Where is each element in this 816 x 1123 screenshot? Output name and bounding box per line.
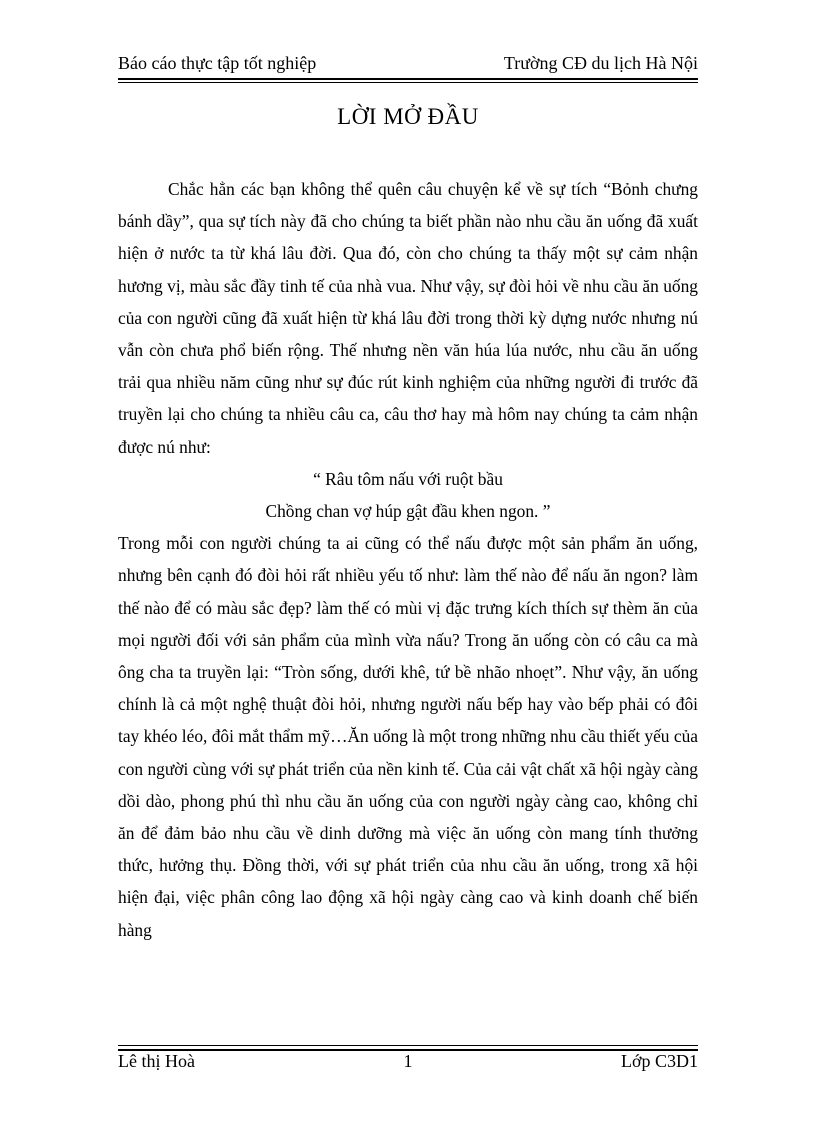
intro-paragraph: Chắc hẳn các bạn không thể quên câu chuyện kể về sự tích “Bỏnh chưng bánh dầy”, qua sự tích này đã cho chúng ta biết phần nào nhu cầu ăn uống đã xuất hiện ở nước ta từ khá lâu đời. Qua đó, còn cho chúng ta thấy một sự cảm nhận hương vị, màu sắc đầy tinh tế của nhà vua. Như vậy, sự đòi hỏi về nhu cầu ăn uống của con người cũng đã xuất hiện từ khá lâu đời trong thời kỳ dựng nước nhưng nú vẫn còn chưa phổ biến rộng. Thế nhưng nền văn húa lúa nước, nhu cầu ăn uống trải qua nhiều năm cũng như sự đúc rút kinh nghiệm của những người đi trước đã truyền lại cho chúng ta nhiều câu ca, câu thơ hay mà hôm nay chúng ta cảm nhận được nú như:: [118, 179, 698, 457]
document-page: [118, 0, 698, 1123]
verse-line-1: “ Râu tôm nấu với ruột bầu: [313, 468, 503, 489]
body-paragraph: Trong mỗi con người chúng ta ai cũng có thể nấu được một sản phẩm ăn uống, nhưng bên cạnh đó đòi hỏi rất nhiều yếu tố như: làm thế nào để nấu ăn ngon? làm thế nào để có màu sắc đẹp? làm thế có mùi vị đặc trưng kích thích sự thèm ăn của mọi người đối với sản phẩm của mình vừa nấu? Trong ăn uống còn có câu ca mà ông cha ta truyền lại: “Tròn sống, dưới khê, tứ bề nhão nhoẹt”. Như vậy, ăn uống chính là cả một nghệ thuật đòi hỏi, nhưng người nấu bếp hay vào bếp phải có đôi tay khéo léo, đôi mắt thẩm mỹ…Ăn uống là một trong những nhu cầu thiết yếu của con người cùng với sự phát triển của nền kinh tế. Của cải vật chất xã hội ngày càng dồi dào, phong phú thì nhu cầu ăn uống của con người ngày càng cao, không chỉ ăn để đảm bảo nhu cầu về dinh dưỡng mà việc ăn uống còn mang tính thưởng thức, hưởng thụ. Đồng thời, với sự phát triển của nhu cầu ăn uống, trong xã hội hiện đại, việc phân công lao động xã hội ngày càng cao và kinh doanh chế biến hàng: [118, 533, 698, 940]
page-header: [118, 52, 698, 74]
header-school-name: Trường CĐ du lịch Hà Nội: [503, 53, 698, 73]
footer-author: Lê thị Hoà: [118, 1051, 195, 1071]
header-report-title: Báo cáo thực tập tốt nghiệp: [118, 53, 317, 73]
verse-line-2: Chồng chan vợ húp gật đầu khen ngon. ”: [265, 501, 551, 522]
header-divider-thin: [118, 82, 698, 83]
page-number: 1: [403, 1051, 413, 1071]
footer-class: Lớp C3D1: [620, 1051, 698, 1071]
document-body: [118, 173, 698, 946]
page-title: LỜI MỞ ĐẦU: [337, 104, 479, 129]
footer-divider-thin: [118, 1045, 698, 1046]
header-divider-thick: [118, 78, 698, 80]
page-footer: [118, 1050, 698, 1072]
